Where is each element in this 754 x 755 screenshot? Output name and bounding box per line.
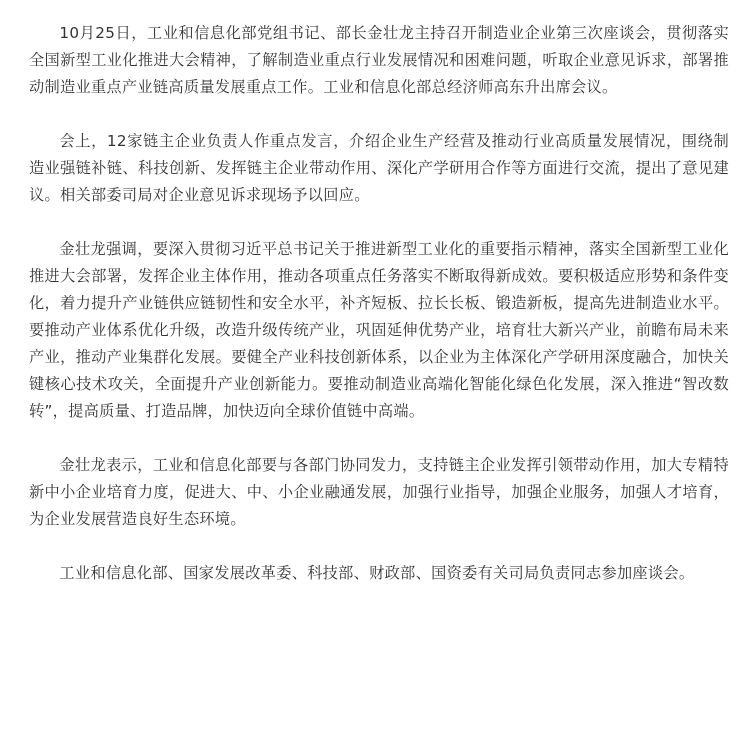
paragraph-meeting-intro: 10月25日，工业和信息化部党组书记、部长金壮龙主持召开制造业企业第三次座谈会，贯彻落实全国新型工业化推进大会精神，了解制造业重点行业发展情况和困难问题，听取企业意见诉求，部署推动制造业重点产业链高质量发展重点工作。工业和信息化部总经济师高东升出席会议。 <box>29 24 729 96</box>
article-body <box>29 20 729 587</box>
paragraph-minister-emphasis: 金壮龙强调，要深入贯彻习近平总书记关于推进新型工业化的重要指示精神，落实全国新型工业化推进大会部署，发挥企业主体作用，推动各项重点任务落实不断取得新成效。要积极适应形势和条件变化，着力提升产业链供应链韧性和安全水平，补齐短板、拉长长板、锻造新板，提高先进制造业水平。要推动产业体系优化升级，改造升级传统产业，巩固延伸优势产业，培育壮大新兴产业，前瞻布局未来产业，推动产业集群化发展。要健全产业科技创新体系，以企业为主体深化产学研用深度融合，加快关键核心技术攻关，全面提升产业创新能力。要推动制造业高端化智能化绿色化发展，深入推进“智改数转”，提高质量、打造品牌，加快迈向全球价值链中高端。 <box>29 240 729 420</box>
paragraph-attendees: 工业和信息化部、国家发展改革委、科技部、财政部、国资委有关司局负责同志参加座谈会。 <box>59 564 695 582</box>
paragraph-enterprise-speeches: 会上，12家链主企业负责人作重点发言，介绍企业生产经营及推动行业高质量发展情况，围绕制造业强链补链、科技创新、发挥链主企业带动作用、深化产学研用合作等方面进行交流，提出了意见建议。相关部委司局对企业意见诉求现场予以回应。 <box>29 132 729 204</box>
paragraph-ministry-support: 金壮龙表示，工业和信息化部要与各部门协同发力，支持链主企业发挥引领带动作用，加大专精特新中小企业培育力度，促进大、中、小企业融通发展，加强行业指导，加强企业服务，加强人才培育，为企业发展营造良好生态环境。 <box>29 456 729 528</box>
